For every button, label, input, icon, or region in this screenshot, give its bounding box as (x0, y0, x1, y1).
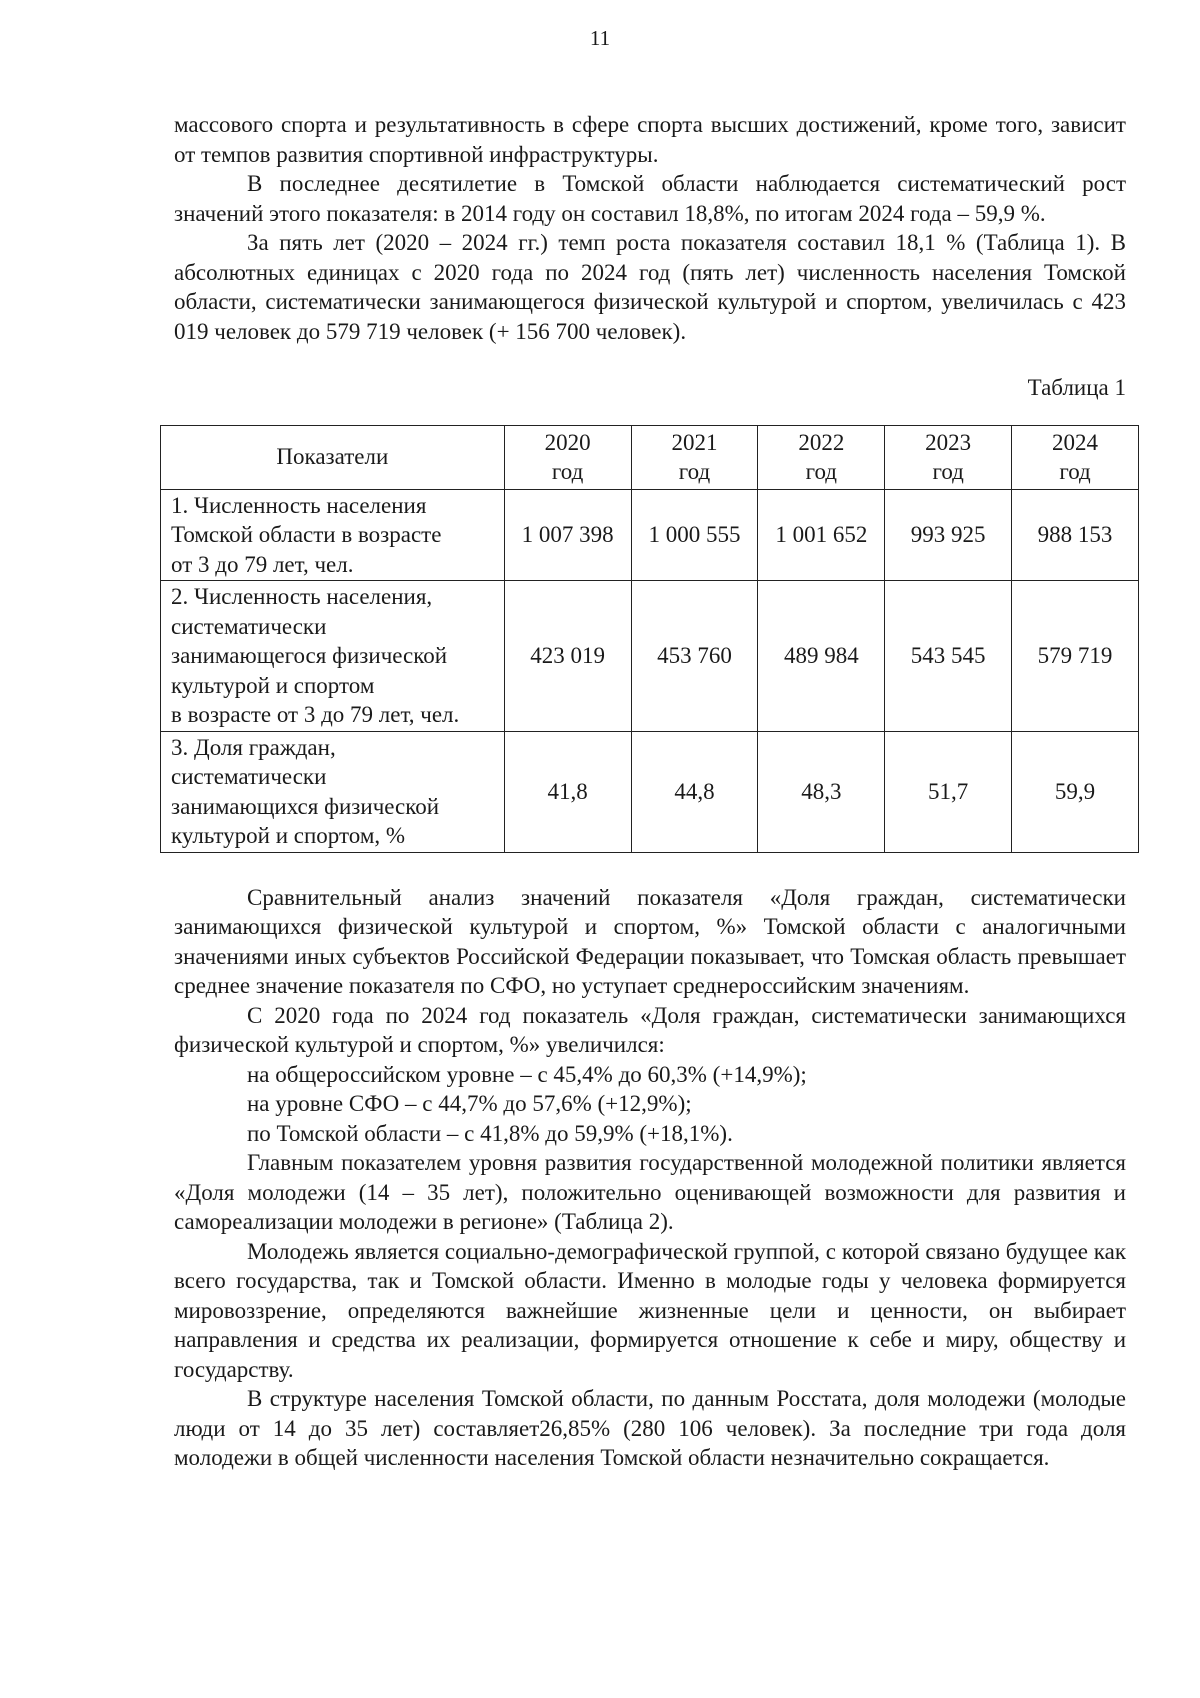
paragraph: массового спорта и результативность в сфере спорта высших достижений, кроме того, зависит от темпов развития спортивной инфраструктуры. (174, 112, 1126, 167)
header-indicators: Показатели (161, 425, 505, 489)
list-item: по Томской области – с 41,8% до 59,9% (+18,1%). (247, 1120, 733, 1146)
list-item: на уровне СФО – с 44,7% до 57,6% (+12,9%); (247, 1091, 692, 1116)
header-year: 2021 год (631, 425, 758, 489)
header-year: 2024 год (1012, 425, 1139, 489)
table-cell: 579 719 (1012, 581, 1139, 732)
table-cell: 993 925 (885, 489, 1012, 581)
list-item: на общероссийском уровне – с 45,4% до 60,3% (+14,9%); (247, 1061, 807, 1087)
paragraph: Сравнительный анализ значений показателя «Доля граждан, систематически занимающихся физической культурой и спортом, %» Томской области с аналогичными значениями иных субъектов Российской Федерации показывает, что Томская область превышает среднее значение показателя по СФО, но уступает среднероссийским значениям. (174, 884, 1126, 998)
paragraph: За пять лет (2020 – 2024 гг.) темп роста показателя составил 18,1 % (Таблица 1). В абсолютных единицах с 2020 года по 2024 год (пять лет) численность населения Томской области, систематически занимающегося физической культурой и спортом, увеличилась с 423 019 человек до 579 719 человек (+ 156 700 человек). (174, 230, 1126, 344)
table-cell: 59,9 (1012, 731, 1139, 852)
document-body (171, 110, 1126, 1473)
table-row (161, 581, 1139, 732)
table-cell: 48,3 (758, 731, 885, 852)
paragraph: Главным показателем уровня развития государственной молодежной политики является «Доля молодежи (14 – 35 лет), положительно оценивающей возможности для развития и самореализации молодежи в регионе» (Таблица 2). (174, 1150, 1126, 1234)
table-cell: 51,7 (885, 731, 1012, 852)
paragraph: В структуре населения Томской области, по данным Росстата, доля молодежи (молодые люди от 14 до 35 лет) составляет26,85% (280 106 человек). За последние три года доля молодежи в общей численности населения Томской области незначительно сокращается. (174, 1386, 1126, 1470)
paragraph: Молодежь является социально-демографической группой, с которой связано будущее как всего государства, так и Томской области. Именно в молодые годы у человека формируется мировоззрение, определяются важнейшие жизненные цели и ценности, он выбирает направления и средства их реализации, формируется отношение к себе и миру, обществу и государству. (174, 1238, 1126, 1382)
table-cell: 41,8 (504, 731, 631, 852)
table-cell: 1 001 652 (758, 489, 885, 581)
section-after-table (174, 883, 1126, 1473)
header-year: 2022 год (758, 425, 885, 489)
table-cell: 453 760 (631, 581, 758, 732)
row-label: 2. Численность населения, систематически занимающегося физической культурой и спортом в возрасте от 3 до 79 лет, чел. (161, 581, 505, 732)
table-cell: 1 000 555 (631, 489, 758, 581)
paragraph: В последнее десятилетие в Томской области наблюдается систематический рост значений этого показателя: в 2014 году он составил 18,8%, по итогам 2024 года – 59,9 %. (174, 171, 1126, 226)
table-cell: 489 984 (758, 581, 885, 732)
header-year: 2020 год (504, 425, 631, 489)
row-label: 3. Доля граждан, систематически занимающихся физической культурой и спортом, % (161, 731, 505, 852)
table-caption: Таблица 1 (1027, 375, 1126, 400)
table-row (161, 731, 1139, 852)
indicators-table (160, 425, 1139, 853)
table-cell: 988 153 (1012, 489, 1139, 581)
table-cell: 423 019 (504, 581, 631, 732)
paragraph: С 2020 года по 2024 год показатель «Доля граждан, систематически занимающихся физической культурой и спортом, %» увеличился: (174, 1002, 1126, 1057)
table-cell: 44,8 (631, 731, 758, 852)
table-row (161, 489, 1139, 581)
table-cell: 543 545 (885, 581, 1012, 732)
header-year: 2023 год (885, 425, 1012, 489)
row-label: 1. Численность населения Томской области в возрасте от 3 до 79 лет, чел. (161, 489, 505, 581)
table-header-row (161, 425, 1139, 489)
table-cell: 1 007 398 (504, 489, 631, 581)
page-number: 11 (589, 26, 611, 50)
